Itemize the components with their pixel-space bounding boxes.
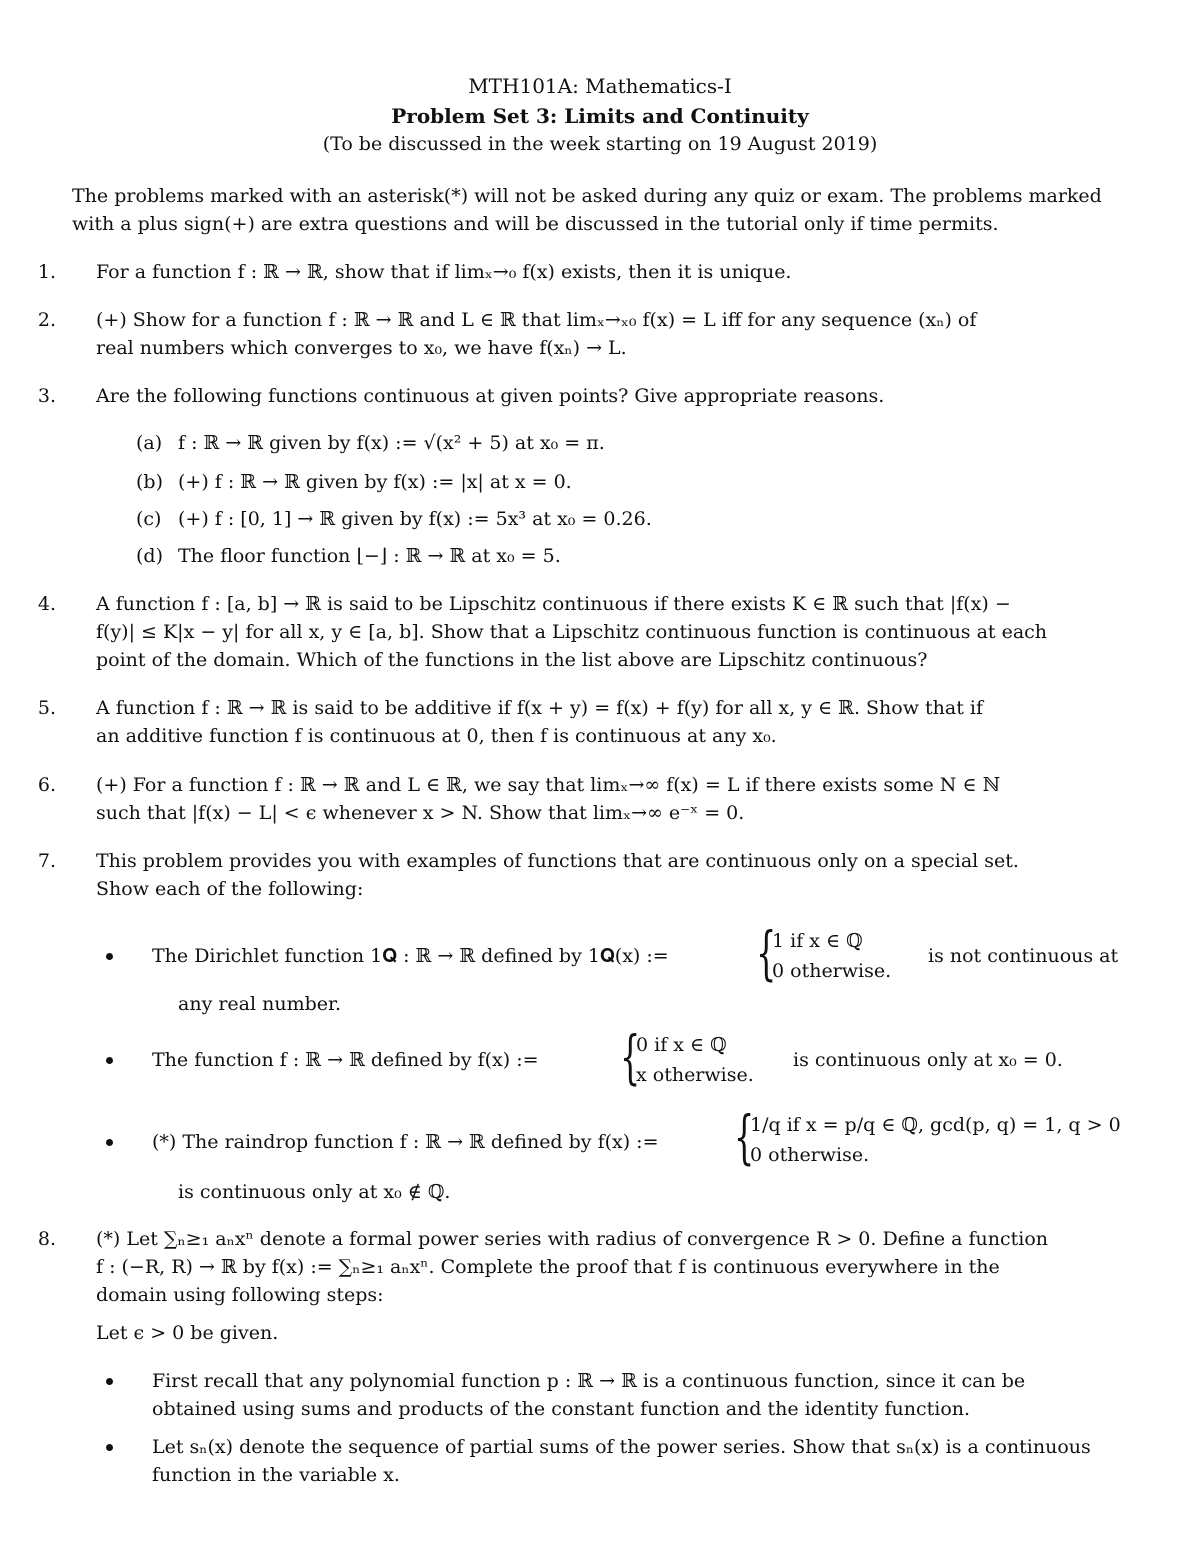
problem-5 — [37, 694, 1130, 750]
problem-number: 8. — [37, 1228, 56, 1250]
bullet-text: is not continuous at — [928, 945, 1119, 967]
case-line: x otherwise. — [636, 1064, 754, 1086]
problem-text: point of the domain. Which of the functions in the list above are Lipschitz continuous? — [96, 649, 928, 671]
bullet-polynomial — [152, 1367, 1130, 1423]
bullet-text: function in the variable x. — [152, 1464, 400, 1486]
bullet-dot — [106, 953, 113, 960]
problem-7 — [37, 847, 1130, 903]
problem-6 — [37, 771, 1130, 827]
instructions-paragraph — [72, 182, 1130, 238]
problem-text: domain using following steps: — [96, 1284, 384, 1306]
problem-1 — [37, 258, 1130, 286]
subproblem-text: (+) f : ℝ → ℝ given by f(x) := |x| at x = 0. — [178, 471, 572, 493]
discussion-date-note: (To be discussed in the week starting on 19 August 2019) — [322, 133, 878, 155]
problem-text: Show each of the following: — [96, 878, 364, 900]
bullet-dot — [106, 1378, 113, 1385]
bullet-text: (*) The raindrop function f : ℝ → ℝ defined by f(x) := — [152, 1131, 659, 1153]
problem-text: f : (−R, R) → ℝ by f(x) := ∑ₙ≥₁ aₙxⁿ. Complete the proof that f is continuous everywhere in the — [96, 1256, 1000, 1278]
bullet-text: is continuous only at x₀ = 0. — [793, 1049, 1063, 1071]
bullet-text: is continuous only at x₀ ∉ ℚ. — [178, 1181, 451, 1203]
bullet-text: any real number. — [178, 993, 342, 1015]
subproblem-text: The floor function ⌊−⌋ : ℝ → ℝ at x₀ = 5. — [178, 545, 561, 567]
problem-text: such that |f(x) − L| < ϵ whenever x > N. Show that limₓ→∞ e⁻ˣ = 0. — [96, 802, 745, 824]
problem-text: Are the following functions continuous at given points? Give appropriate reasons. — [96, 385, 885, 407]
problem-number: 6. — [37, 774, 56, 796]
problem-text: an additive function f is continuous at 0, then f is continuous at any x₀. — [96, 725, 777, 747]
bullet-dot — [106, 1139, 113, 1146]
subproblem-label: (c) — [136, 508, 162, 530]
problem-number: 5. — [37, 697, 56, 719]
problem-text: A function f : [a, b] → ℝ is said to be Lipschitz continuous if there exists K ∈ ℝ such that |f(x) − — [96, 593, 1011, 615]
instructions-line: The problems marked with an asterisk(*) will not be asked during any quiz or exam. The problems marked — [72, 185, 1102, 207]
problem-text: f(y)| ≤ K|x − y| for all x, y ∈ [a, b]. Show that a Lipschitz continuous function is continuous at each — [96, 621, 1048, 643]
problem-number: 1. — [37, 261, 56, 283]
case-line: 0 otherwise. — [750, 1144, 870, 1166]
piecewise-cases — [620, 1023, 754, 1091]
problem-3 — [37, 382, 1130, 410]
bullet-text: The function f : ℝ → ℝ defined by f(x) := — [152, 1049, 539, 1071]
bullet-partial-sums — [152, 1433, 1130, 1489]
left-brace: { — [734, 1103, 755, 1171]
piecewise-cases — [734, 1103, 1121, 1171]
subproblem-label: (b) — [136, 471, 163, 493]
problem-2 — [37, 306, 1130, 362]
bullet-text: Let sₙ(x) denote the sequence of partial sums of the power series. Show that sₙ(x) is a continuous — [152, 1436, 1091, 1458]
bullet-text: obtained using sums and products of the constant function and the identity function. — [152, 1398, 971, 1420]
problem-number: 7. — [37, 850, 56, 872]
problem-4 — [37, 590, 1130, 674]
subproblem-3b — [136, 468, 572, 496]
case-line: 1/q if x = p/q ∈ ℚ, gcd(p, q) = 1, q > 0 — [750, 1114, 1121, 1136]
problem-text: For a function f : ℝ → ℝ, show that if limₓ→₀ f(x) exists, then it is unique. — [96, 261, 792, 283]
case-line: 0 otherwise. — [772, 960, 892, 982]
problem-text: (*) Let ∑ₙ≥₁ aₙxⁿ denote a formal power series with radius of convergence R > 0. Define a function — [96, 1228, 1049, 1250]
case-line: 0 if x ∈ ℚ — [636, 1034, 727, 1056]
case-line: 1 if x ∈ ℚ — [772, 930, 863, 952]
problem-number: 2. — [37, 309, 56, 331]
bullet-text: The Dirichlet function 1𝐐 : ℝ → ℝ defined by 1𝐐(x) := — [152, 945, 669, 967]
bullet-dot — [106, 1444, 113, 1451]
bullet-text: First recall that any polynomial function p : ℝ → ℝ is a continuous function, since it can be — [152, 1370, 1026, 1392]
problem-text: A function f : ℝ → ℝ is said to be additive if f(x + y) = f(x) + f(y) for all x, y ∈ ℝ. Show that if — [96, 697, 983, 719]
problem-text: This problem provides you with examples of functions that are continuous only on a special set. — [96, 850, 1019, 872]
problem-text: real numbers which converges to x₀, we have f(xₙ) → L. — [96, 337, 627, 359]
subproblem-text: (+) f : [0, 1] → ℝ given by f(x) := 5x³ at x₀ = 0.26. — [178, 508, 652, 530]
subproblem-3d — [136, 542, 561, 570]
problem-text: (+) For a function f : ℝ → ℝ and L ∈ ℝ, we say that limₓ→∞ f(x) = L if there exists some N ∈ ℕ — [96, 774, 1000, 796]
subproblem-label: (d) — [136, 545, 163, 567]
piecewise-cases — [756, 919, 892, 987]
problem-8 — [37, 1225, 1130, 1347]
problem-set-title: Problem Set 3: Limits and Continuity — [391, 104, 809, 128]
subproblem-label: (a) — [136, 432, 163, 454]
subproblem-3c — [136, 505, 652, 533]
problem-number: 3. — [37, 385, 56, 407]
bullet-dot — [106, 1057, 113, 1064]
subproblem-text: f : ℝ → ℝ given by f(x) := √(x² + 5) at x₀ = π. — [178, 432, 605, 454]
problem-text: (+) Show for a function f : ℝ → ℝ and L ∈ ℝ that limₓ→ₓ₀ f(x) = L iff for any sequence (xₙ) of — [96, 309, 977, 331]
left-brace: { — [756, 919, 777, 987]
course-title: MTH101A: Mathematics-I — [468, 74, 732, 98]
problem-text: Let ϵ > 0 be given. — [96, 1322, 279, 1344]
instructions-line: with a plus sign(+) are extra questions and will be discussed in the tutorial only if time permits. — [72, 213, 999, 235]
subproblem-3a — [136, 429, 605, 457]
left-brace: { — [620, 1023, 641, 1091]
problem-number: 4. — [37, 593, 56, 615]
